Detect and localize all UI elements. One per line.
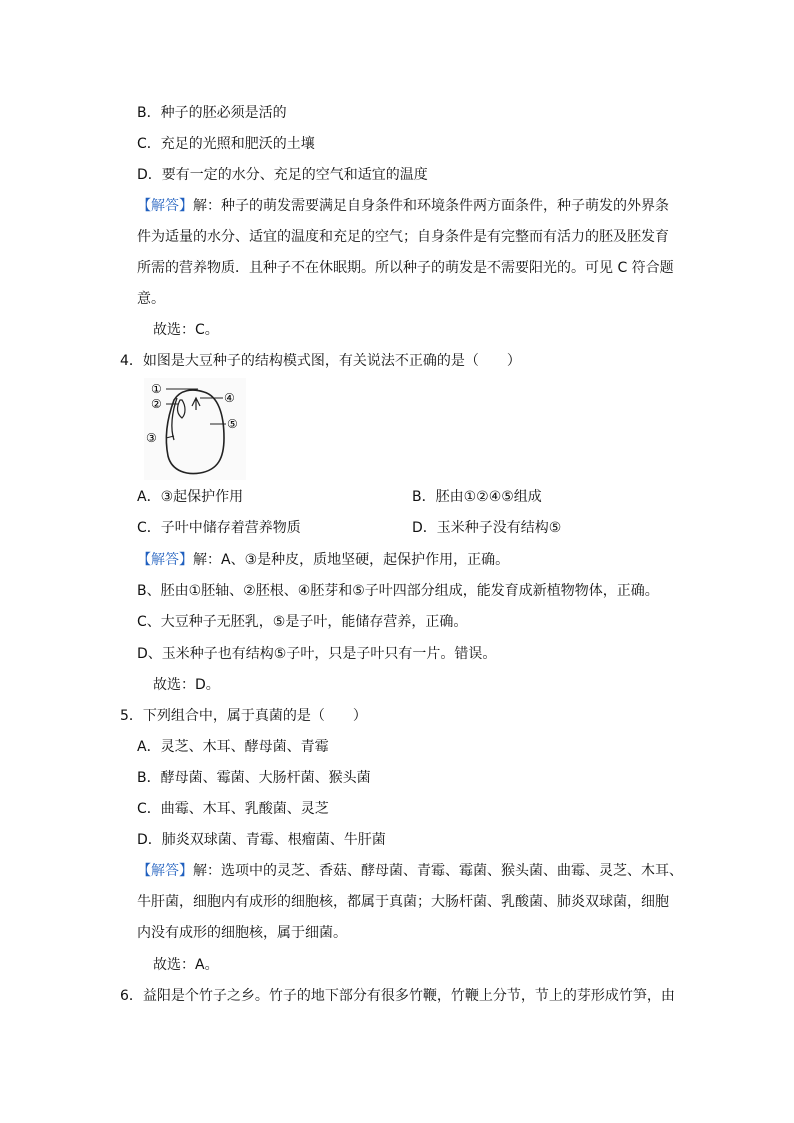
answer-text: 解：A、③是种皮，质地坚硬，起保护作用，正确。 xyxy=(193,552,510,568)
soybean-seed-diagram xyxy=(144,378,246,480)
q4-answer-line-3: C、大豆种子无胚乳，⑤是子叶，能储存营养，正确。 xyxy=(137,614,468,630)
label-4: ④ xyxy=(224,391,235,405)
answer-text: 解：选项中的灵芝、香菇、酵母菌、青霉、霉菌、猴头菌、曲霉、灵芝、木耳、 xyxy=(193,863,683,879)
q4-option-c: C．子叶中储存着营养物质 xyxy=(137,520,301,536)
q3-answer-line-3: 所需的营养物质．且种子不在休眠期。所以种子的萌发是不需要阳光的。可见 C 符合题 xyxy=(137,260,674,276)
q4-answer-line-1 xyxy=(137,550,509,570)
q4-option-b: B．胚由①②④⑤组成 xyxy=(412,489,542,505)
label-1: ① xyxy=(151,382,162,396)
q4-option-d: D．玉米种子没有结构⑤ xyxy=(412,520,562,536)
q5-option-b: B．酵母菌、霉菌、大肠杆菌、猴头菌 xyxy=(137,770,371,786)
q4-stem: 4．如图是大豆种子的结构模式图，有关说法不正确的是（ ） xyxy=(120,353,521,369)
q5-answer-line-1 xyxy=(137,861,683,881)
q5-answer-line-3: 内没有成形的细胞核，属于细菌。 xyxy=(137,925,347,941)
q3-answer-line-4: 意。 xyxy=(137,291,165,307)
q6-stem: 6．益阳是个竹子之乡。竹子的地下部分有很多竹鞭，竹鞭上分节，节上的芽形成竹笋，由 xyxy=(120,988,675,1004)
q3-option-d: D．要有一定的水分、充足的空气和适宜的温度 xyxy=(137,167,428,183)
q5-stem: 5．下列组合中，属于真菌的是（ ） xyxy=(120,708,367,724)
q5-answer-line-2: 牛肝菌，细胞内有成形的细胞核，都属于真菌；大肠杆菌、乳酸菌、肺炎双球菌，细胞 xyxy=(137,894,669,910)
answer-text: 解：种子的萌发需要满足自身条件和环境条件两方面条件，种子萌发的外界条 xyxy=(193,198,669,214)
q3-answer-choice: 故选：C。 xyxy=(153,322,219,338)
q5-option-d: D．肺炎双球菌、青霉、根瘤菌、牛肝菌 xyxy=(137,832,386,848)
q4-answer-choice: 故选：D。 xyxy=(153,677,220,693)
q5-answer-choice: 故选：A。 xyxy=(153,957,219,973)
answer-tag: 【解答】 xyxy=(137,863,193,879)
q3-answer-line-1 xyxy=(137,196,669,216)
q3-option-c: C．充足的光照和肥沃的土壤 xyxy=(137,136,315,152)
q3-option-b: B．种子的胚必须是活的 xyxy=(137,105,287,121)
q4-option-a: A．③起保护作用 xyxy=(137,489,244,505)
q4-answer-line-4: D、玉米种子也有结构⑤子叶，只是子叶只有一片。错误。 xyxy=(137,646,497,662)
q5-option-c: C．曲霉、木耳、乳酸菌、灵芝 xyxy=(137,801,329,817)
q5-option-a: A．灵芝、木耳、酵母菌、青霉 xyxy=(137,739,329,755)
label-2: ② xyxy=(151,397,162,411)
answer-tag: 【解答】 xyxy=(137,552,193,568)
answer-tag: 【解答】 xyxy=(137,198,193,214)
q3-answer-line-2: 件为适量的水分、适宜的温度和充足的空气；自身条件是有完整而有活力的胚及胚发育 xyxy=(137,229,669,245)
label-5: ⑤ xyxy=(227,417,238,431)
q4-answer-line-2: B、胚由①胚轴、②胚根、④胚芽和⑤子叶四部分组成，能发育成新植物物体，正确。 xyxy=(137,583,659,599)
label-3: ③ xyxy=(146,431,157,445)
